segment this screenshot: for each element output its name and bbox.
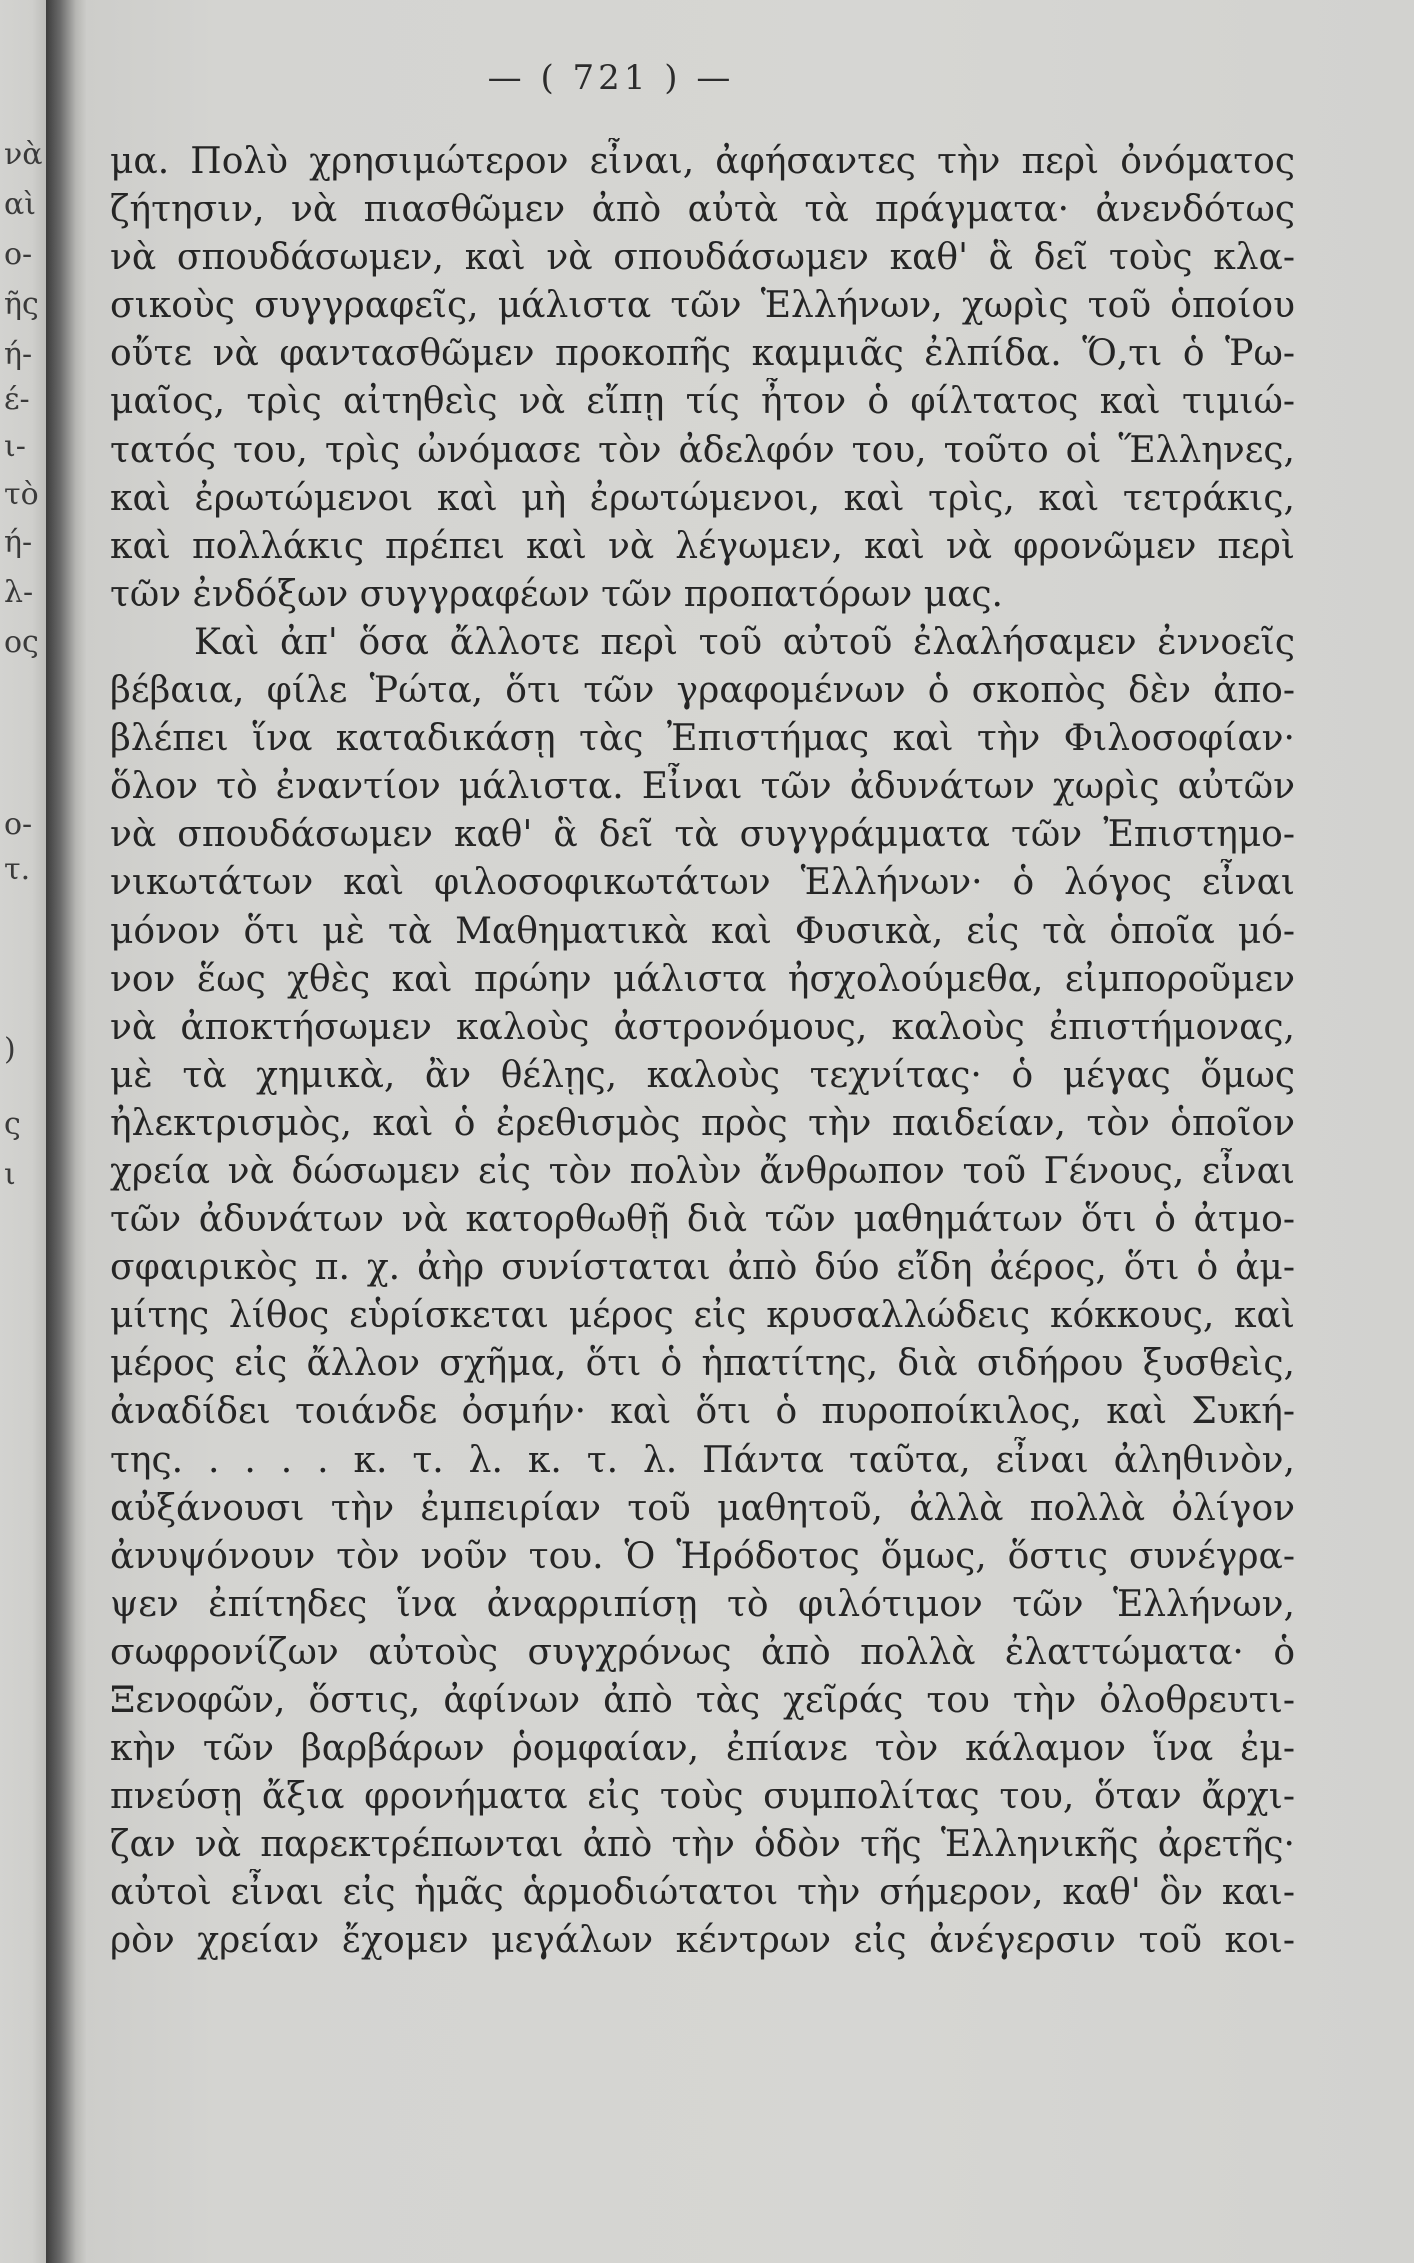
book-gutter: [46, 0, 86, 2263]
facing-page-fragment: ς: [4, 1107, 21, 1142]
text-line: βλέπει ἵνα καταδικάσῃ τὰς Ἐπιστήμας καὶ τὴν Φιλοσοφίαν·: [110, 718, 1295, 760]
text-line: νικωτάτων καὶ φιλοσοφικωτάτων Ἑλλήνων· ὁ λόγος εἶναι: [110, 862, 1295, 904]
facing-page-margin: [0, 0, 46, 2263]
text-line: ἀναδίδει τοιάνδε ὀσμήν· καὶ ὅτι ὁ πυροποίκιλος, καὶ Συκή-: [110, 1391, 1295, 1433]
facing-page-fragment: αὶ: [4, 187, 37, 222]
text-line: ἀνυψόνουν τὸν νοῦν του. Ὁ Ἡρόδοτος ὅμως, ὅστις συνέγρα-: [110, 1535, 1295, 1577]
text-line: πνεύσῃ ἄξια φρονήματα εἰς τοὺς συμπολίτας του, ὅταν ἄρχι-: [110, 1776, 1295, 1818]
text-line: νὰ σπουδάσωμεν καθ' ἃ δεῖ τὰ συγγράμματα τῶν Ἐπιστημο-: [110, 814, 1295, 856]
text-line: νὰ σπουδάσωμεν, καὶ νὰ σπουδάσωμεν καθ' ἃ δεῖ τοὺς κλα-: [110, 237, 1295, 279]
facing-page-fragment: τ.: [4, 852, 31, 887]
text-line: σφαιρικὸς π. χ. ἀὴρ συνίσταται ἀπὸ δύο εἴδη ἀέρος, ὅτι ὁ ἀμ-: [110, 1247, 1295, 1289]
text-line: της. . . . . κ. τ. λ. κ. τ. λ. Πάντα ταῦτα, εἶναι ἀληθινὸν,: [110, 1439, 1295, 1481]
text-line: ρὸν χρείαν ἔχομεν μεγάλων κέντρων εἰς ἀνέγερσιν τοῦ κοι-: [110, 1920, 1295, 1962]
text-line: ζαν νὰ παρεκτρέπωνται ἀπὸ τὴν ὁδὸν τῆς Ἑλληνικῆς ἀρετῆς·: [110, 1824, 1295, 1866]
text-line: χρεία νὰ δώσωμεν εἰς τὸν πολὺν ἄνθρωπον τοῦ Γένους, εἶναι: [110, 1150, 1295, 1192]
text-line: καὶ ἐρωτώμενοι καὶ μὴ ἐρωτώμενοι, καὶ τρὶς, καὶ τετράκις,: [110, 477, 1295, 519]
page-number: — ( 721 ) —: [487, 58, 735, 98]
text-line: μέρος εἰς ἄλλον σχῆμα, ὅτι ὁ ἡπατίτης, διὰ σιδήρου ξυσθεὶς,: [110, 1343, 1295, 1385]
text-line: μὲ τὰ χημικὰ, ἂν θέλῃς, καλοὺς τεχνίτας· ὁ μέγας ὅμως: [110, 1054, 1295, 1096]
facing-page-fragment: νὰ: [4, 137, 43, 172]
text-line: σικοὺς συγγραφεῖς, μάλιστα τῶν Ἑλλήνων, χωρὶς τοῦ ὁποίου: [110, 285, 1295, 327]
facing-page-fragment: ο-: [4, 807, 33, 842]
facing-page-fragment: ος: [4, 625, 39, 660]
facing-page-fragment: τὸ: [4, 477, 39, 512]
facing-page-fragment: έ-: [4, 382, 30, 417]
facing-page-fragment: ): [4, 1032, 16, 1067]
book-page: [86, 0, 1414, 2263]
text-line: μαῖος, τρὶς αἰτηθεὶς νὰ εἴπῃ τίς ἦτον ὁ φίλτατος καὶ τιμιώ-: [110, 381, 1295, 423]
facing-page-fragment: ι: [4, 1157, 16, 1192]
text-line: νον ἕως χθὲς καὶ πρώην μάλιστα ἠσχολούμεθα, εἰμποροῦμεν: [110, 958, 1295, 1000]
text-line: ψεν ἐπίτηδες ἵνα ἀναρριπίσῃ τὸ φιλότιμον τῶν Ἑλλήνων,: [110, 1583, 1295, 1625]
text-line: αὐτοὶ εἶναι εἰς ἡμᾶς ἁρμοδιώτατοι τὴν σήμερον, καθ' ὃν και-: [110, 1872, 1295, 1914]
facing-page-fragment: ή-: [4, 337, 33, 372]
text-line: αὐξάνουσι τὴν ἐμπειρίαν τοῦ μαθητοῦ, ἀλλὰ πολλὰ ὀλίγον: [110, 1487, 1295, 1529]
text-line: τατός του, τρὶς ὠνόμασε τὸν ἀδελφόν του, τοῦτο οἱ Ἕλληνες,: [110, 429, 1295, 471]
text-line: μόνον ὅτι μὲ τὰ Μαθηματικὰ καὶ Φυσικὰ, εἰς τὰ ὁποῖα μό-: [110, 910, 1295, 952]
text-line: μίτης λίθος εὑρίσκεται μέρος εἰς κρυσαλλώδεις κόκκους, καὶ: [110, 1295, 1295, 1337]
text-line: ὅλον τὸ ἐναντίον μάλιστα. Εἶναι τῶν ἀδυνάτων χωρὶς αὐτῶν: [110, 766, 1295, 808]
text-line: τῶν ἀδυνάτων νὰ κατορθωθῇ διὰ τῶν μαθημάτων ὅτι ὁ ἀτμο-: [110, 1199, 1295, 1241]
text-line: Καὶ ἀπ' ὅσα ἄλλοτε περὶ τοῦ αὐτοῦ ἐλαλήσαμεν ἐννοεῖς: [194, 621, 1295, 663]
facing-page-fragment: ῆς: [4, 287, 39, 322]
text-line: κὴν τῶν βαρβάρων ῥομφαίαν, ἐπίανε τὸν κάλαμον ἵνα ἐμ-: [110, 1728, 1295, 1770]
text-line: νὰ ἀποκτήσωμεν καλοὺς ἀστρονόμους, καλοὺς ἐπιστήμονας,: [110, 1006, 1295, 1048]
text-line: ἠλεκτρισμὸς, καὶ ὁ ἐρεθισμὸς πρὸς τὴν παιδείαν, τὸν ὁποῖον: [110, 1102, 1295, 1144]
text-line: τῶν ἐνδόξων συγγραφέων τῶν προπατόρων μας.: [110, 573, 1003, 615]
text-line: σωφρονίζων αὐτοὺς συγχρόνως ἀπὸ πολλὰ ἐλαττώματα· ὁ: [110, 1631, 1295, 1673]
text-line: Ξενοφῶν, ὅστις, ἀφίνων ἀπὸ τὰς χεῖράς του τὴν ὀλοθρευτι-: [110, 1680, 1295, 1721]
text-line: μα. Πολὺ χρησιμώτερον εἶναι, ἀφήσαντες τὴν περὶ ὀνόματος: [110, 141, 1295, 182]
text-line: βέβαια, φίλε Ῥώτα, ὅτι τῶν γραφομένων ὁ σκοπὸς δὲν ἀπο-: [110, 670, 1295, 712]
page-text: [110, 138, 1295, 1966]
text-line: ζήτησιν, νὰ πιασθῶμεν ἀπὸ αὐτὰ τὰ πράγματα· ἀνενδότως: [110, 189, 1295, 231]
facing-page-fragment: ο-: [4, 237, 33, 272]
text-line: καὶ πολλάκις πρέπει καὶ νὰ λέγωμεν, καὶ νὰ φρονῶμεν περὶ: [110, 525, 1295, 567]
text-line: οὔτε νὰ φαντασθῶμεν προκοπῆς καμμιᾶς ἐλπίδα. Ὅ,τι ὁ Ῥω-: [110, 333, 1295, 375]
facing-page-fragment: ι-: [4, 429, 26, 464]
facing-page-fragment: λ-: [4, 575, 34, 610]
facing-page-fragment: ή-: [4, 525, 33, 560]
